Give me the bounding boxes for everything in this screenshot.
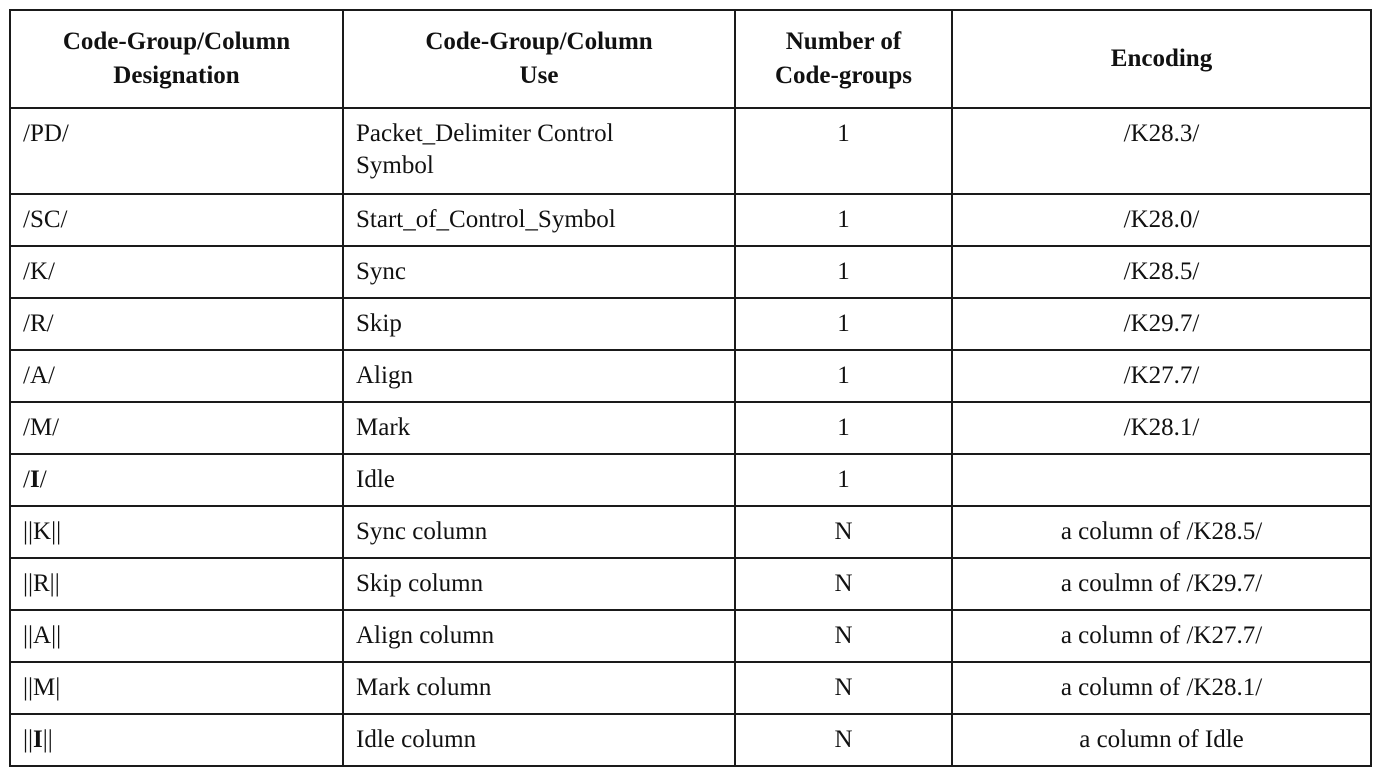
use-cell: Align column [343, 610, 735, 662]
count-cell: 1 [735, 350, 952, 402]
header-row [10, 10, 1371, 108]
designation-cell: ||M| [10, 662, 343, 714]
encoding-cell: /K28.1/ [952, 402, 1371, 454]
header-use-line-1: Code-Group/Column [425, 28, 653, 55]
header-count-line-1: Number of [785, 28, 902, 55]
table-row [10, 506, 1371, 558]
header-count [735, 10, 952, 108]
use-line-1: Packet_Delimiter Control [356, 120, 614, 147]
designation-cell: ||K|| [10, 506, 343, 558]
designation-cell: /PD/ [10, 108, 343, 194]
count-cell: 1 [735, 194, 952, 246]
designation-cell: /SC/ [10, 194, 343, 246]
table-row [10, 194, 1371, 246]
table-row [10, 610, 1371, 662]
use-cell: Skip [343, 298, 735, 350]
header-use-line-2: Use [519, 62, 559, 89]
encoding-cell: a coulmn of /K29.7/ [952, 558, 1371, 610]
designation-cell [10, 714, 343, 766]
header-count-line-2: Code-groups [774, 62, 913, 89]
encoding-cell: a column of /K28.1/ [952, 662, 1371, 714]
count-cell: 1 [735, 298, 952, 350]
header-encoding-line-1: Encoding [1110, 45, 1213, 72]
count-cell: N [735, 558, 952, 610]
count-cell: 1 [735, 108, 952, 194]
designation-bold: I [29, 466, 40, 493]
use-cell: Sync column [343, 506, 735, 558]
encoding-cell: /K27.7/ [952, 350, 1371, 402]
header-use [343, 10, 735, 108]
table-row [10, 298, 1371, 350]
use-cell: Mark column [343, 662, 735, 714]
encoding-cell: /K28.3/ [952, 108, 1371, 194]
header-designation-line-2: Designation [113, 62, 240, 89]
encoding-cell: a column of /K27.7/ [952, 610, 1371, 662]
encoding-cell: /K29.7/ [952, 298, 1371, 350]
header-encoding [952, 10, 1371, 108]
designation-suffix: || [42, 726, 53, 753]
count-cell: N [735, 610, 952, 662]
designation-cell: /K/ [10, 246, 343, 298]
table-row [10, 714, 1371, 766]
use-cell: Skip column [343, 558, 735, 610]
designation-cell: ||A|| [10, 610, 343, 662]
count-cell: 1 [735, 454, 952, 506]
encoding-cell [952, 454, 1371, 506]
use-cell: Start_of_Control_Symbol [343, 194, 735, 246]
use-cell: Sync [343, 246, 735, 298]
count-cell: 1 [735, 402, 952, 454]
encoding-cell: /K28.0/ [952, 194, 1371, 246]
header-designation [10, 10, 343, 108]
designation-prefix: || [23, 726, 34, 753]
table-row [10, 108, 1371, 194]
designation-cell: /R/ [10, 298, 343, 350]
use-cell: Idle [343, 454, 735, 506]
use-cell: Align [343, 350, 735, 402]
designation-suffix: / [39, 466, 47, 493]
code-group-table [9, 9, 1372, 767]
use-line-2: Symbol [356, 152, 434, 179]
encoding-cell: a column of /K28.5/ [952, 506, 1371, 558]
table-row [10, 454, 1371, 506]
table-row [10, 662, 1371, 714]
encoding-cell: a column of Idle [952, 714, 1371, 766]
table-row [10, 350, 1371, 402]
count-cell: 1 [735, 246, 952, 298]
designation-cell: /M/ [10, 402, 343, 454]
table-row [10, 246, 1371, 298]
use-cell: Idle column [343, 714, 735, 766]
table-row [10, 558, 1371, 610]
designation-cell [10, 454, 343, 506]
count-cell: N [735, 662, 952, 714]
designation-prefix: / [23, 466, 30, 493]
count-cell: N [735, 506, 952, 558]
designation-bold: I [33, 726, 43, 753]
designation-cell: ||R|| [10, 558, 343, 610]
use-cell [343, 108, 735, 194]
table-row [10, 402, 1371, 454]
use-cell: Mark [343, 402, 735, 454]
header-designation-line-1: Code-Group/Column [62, 28, 291, 55]
count-cell: N [735, 714, 952, 766]
designation-cell: /A/ [10, 350, 343, 402]
encoding-cell: /K28.5/ [952, 246, 1371, 298]
